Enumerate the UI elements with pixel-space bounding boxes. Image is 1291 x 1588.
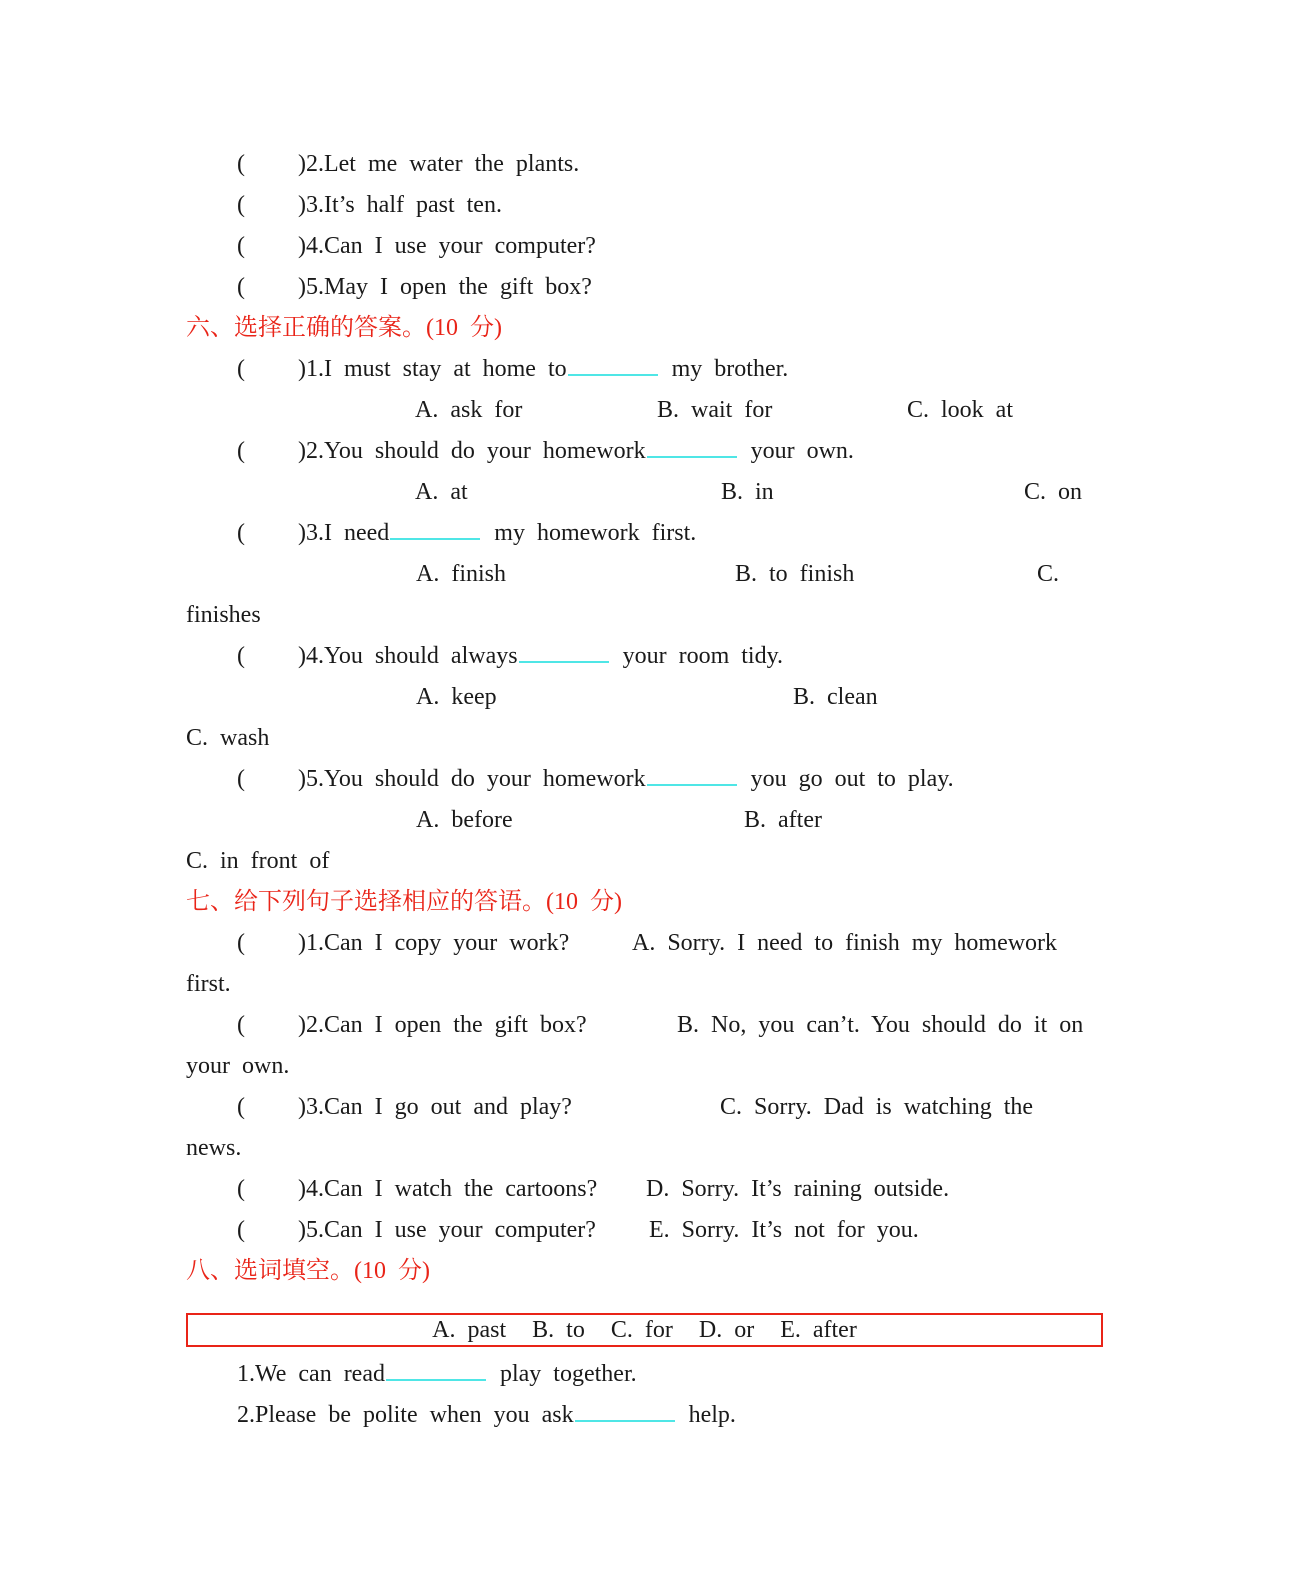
word-bank-box [186,1313,1103,1347]
fill-in-stem: 2.Please be polite when you ask [237,1402,574,1428]
answer-blank [568,356,658,376]
question-stem-tail: your room tidy. [622,643,784,669]
question-line [186,513,1103,554]
answer-bracket: ( [237,643,245,669]
word-bank-item: B. to [532,1317,585,1343]
option-overflow-line [186,595,1103,636]
match-response: C. Sorry. Dad is watching the [720,1094,1034,1120]
listening-item-line [186,226,1103,267]
answer-bracket: ( [237,1176,245,1202]
answer-bracket: ( [237,1094,245,1120]
option-overflow-line [186,718,1103,759]
answer-blank [647,438,737,458]
match-response: B. No, you can’t. You should do it on [677,1012,1084,1038]
match-response: E. Sorry. It’s not for you. [649,1217,919,1243]
match-question: )3.Can I go out and play? [298,1094,572,1120]
options-line [186,390,1103,431]
section-six-title: 六、选择正确的答案。(10 分) [186,315,502,341]
option-b: B. in [721,479,774,505]
question-stem-tail: you go out to play. [750,766,954,792]
match-line [186,1210,1103,1251]
listening-item-line [186,185,1103,226]
answer-blank [386,1361,486,1381]
match-overflow-line [186,1128,1103,1169]
match-question: )4.Can I watch the cartoons? [298,1176,598,1202]
word-bank-item: C. for [610,1317,673,1343]
option-overflow-text: C. in front of [186,848,330,874]
question-line [186,759,1103,800]
listening-item-text: )2.Let me water the plants. [298,151,580,177]
match-overflow-line [186,964,1103,1005]
match-overflow-text: your own. [186,1053,290,1079]
fill-in-stem-tail: help. [688,1402,736,1428]
listening-item-text: )4.Can I use your computer? [298,233,596,259]
match-response: A. Sorry. I need to finish my homework [632,930,1058,956]
listening-item-text: )3.It’s half past ten. [298,192,502,218]
word-bank-item: D. or [698,1317,755,1343]
fill-in-stem: 1.We can read [237,1361,385,1387]
word-bank-item: A. past [432,1317,507,1343]
word-bank-item: E. after [780,1317,857,1343]
match-line [186,1005,1103,1046]
question-stem-tail: my homework first. [494,520,697,546]
option-a: A. keep [416,684,497,710]
option-c: C. on [1024,479,1083,505]
option-b: B. wait for [657,397,773,423]
answer-bracket: ( [237,438,245,464]
options-line [186,472,1103,513]
option-overflow-text: C. wash [186,725,270,751]
question-line [186,349,1103,390]
section-eight-title: 八、选词填空。(10 分) [186,1258,430,1284]
answer-bracket: ( [237,233,245,259]
answer-bracket: ( [237,1012,245,1038]
option-a: A. ask for [415,397,523,423]
answer-blank [647,766,737,786]
question-stem-tail: your own. [750,438,854,464]
match-question: )1.Can I copy your work? [298,930,570,956]
option-b: B. clean [793,684,878,710]
match-line [186,923,1103,964]
option-a: A. finish [416,561,506,587]
question-stem: )3.I need [298,520,390,546]
answer-blank [519,643,609,663]
match-question: )5.Can I use your computer? [298,1217,596,1243]
answer-bracket: ( [237,766,245,792]
section-seven-title: 七、给下列句子选择相应的答语。(10 分) [186,889,622,915]
answer-bracket: ( [237,151,245,177]
options-line [186,800,1103,841]
question-line [186,636,1103,677]
answer-bracket: ( [237,520,245,546]
match-overflow-text: first. [186,971,231,997]
listening-item-line [186,267,1103,308]
match-overflow-line [186,1046,1103,1087]
option-a: A. before [416,807,513,833]
fill-in-line [186,1395,1103,1436]
fill-in-stem-tail: play together. [499,1361,637,1387]
question-stem-tail: my brother. [671,356,789,382]
answer-bracket: ( [237,356,245,382]
question-stem: )2.You should do your homework [298,438,646,464]
option-b: B. after [744,807,822,833]
exam-content [186,144,1103,1436]
match-line [186,1169,1103,1210]
answer-bracket: ( [237,1217,245,1243]
match-response: D. Sorry. It’s raining outside. [646,1176,950,1202]
answer-blank [575,1402,675,1422]
option-c: C. look at [907,397,1013,423]
question-stem: )5.You should do your homework [298,766,646,792]
answer-bracket: ( [237,930,245,956]
match-overflow-text: news. [186,1135,242,1161]
option-c: C. [1037,561,1060,587]
match-question: )2.Can I open the gift box? [298,1012,587,1038]
match-line [186,1087,1103,1128]
answer-bracket: ( [237,192,245,218]
option-b: B. to finish [735,561,855,587]
question-stem: )1.I must stay at home to [298,356,567,382]
question-stem: )4.You should always [298,643,518,669]
fill-in-line [186,1354,1103,1395]
options-line [186,554,1103,595]
answer-blank [390,520,480,540]
option-overflow-line [186,841,1103,882]
question-line [186,431,1103,472]
option-a: A. at [415,479,468,505]
option-overflow-text: finishes [186,602,261,628]
options-line [186,677,1103,718]
listening-item-text: )5.May I open the gift box? [298,274,592,300]
answer-bracket: ( [237,274,245,300]
listening-item-line [186,144,1103,185]
